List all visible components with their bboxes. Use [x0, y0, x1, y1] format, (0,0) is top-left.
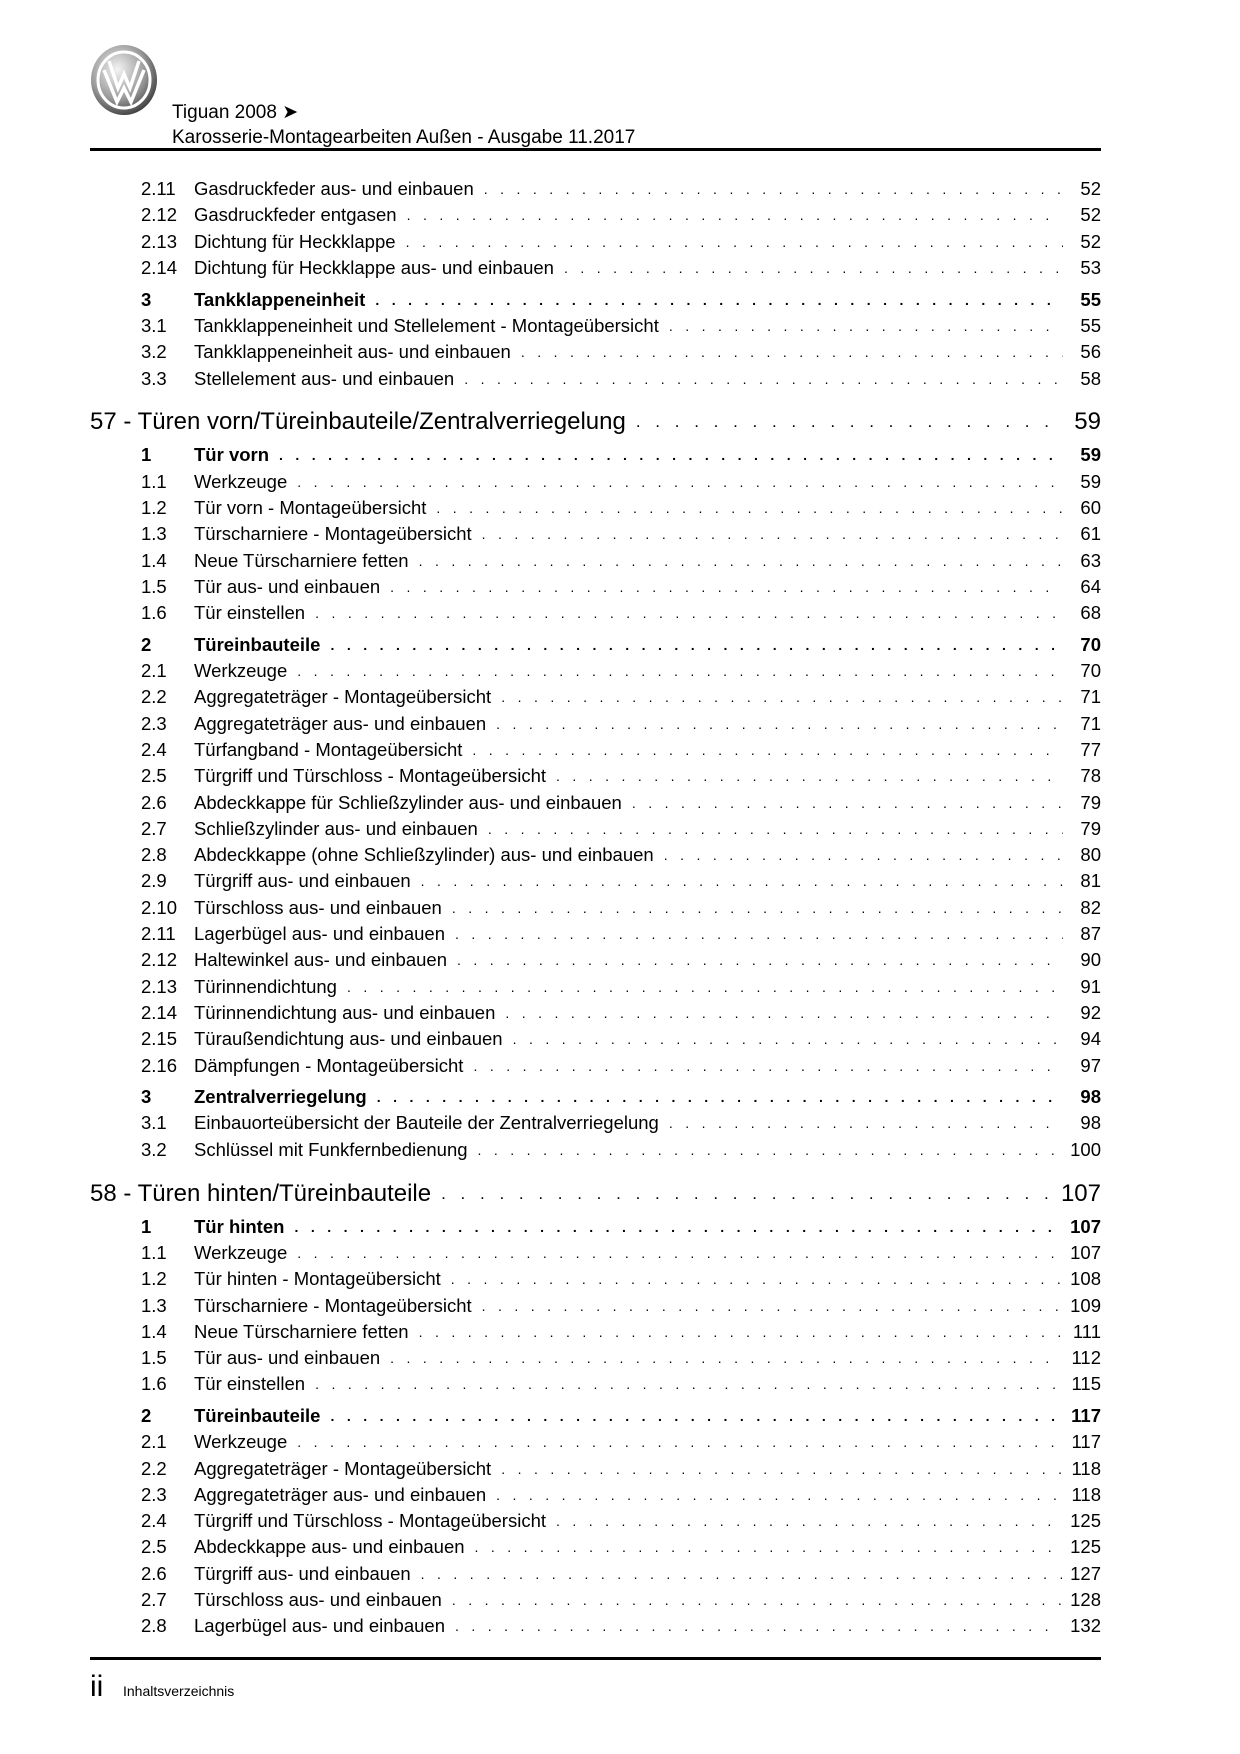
- dot-leader: [406, 234, 1063, 250]
- toc-entry[interactable]: [90, 202, 1101, 228]
- toc-entry-number: 1: [141, 1215, 152, 1237]
- toc-entry-title: Gasdruckfeder entgasen: [194, 204, 397, 226]
- dot-leader: [564, 260, 1063, 276]
- vw-logo: [90, 44, 158, 116]
- toc-entry-number: 2.2: [141, 1457, 167, 1479]
- toc-entry-page: 81: [1080, 870, 1101, 892]
- toc-entry-title: Tür einstellen: [194, 1373, 306, 1395]
- toc-entry-number: 2.14: [141, 257, 178, 279]
- footer-rule: [90, 1657, 1101, 1660]
- toc-entry-page: 61: [1080, 523, 1101, 545]
- toc-entry-title: Türgriff und Türschloss - Montageübersicht: [194, 765, 547, 787]
- toc-entry-page: 111: [1072, 1320, 1101, 1342]
- toc-entry-number: 2.10: [141, 896, 178, 918]
- toc-entry-title: Türaußendichtung aus- und einbauen: [194, 1028, 503, 1050]
- toc-entry-page: 98: [1080, 1112, 1101, 1134]
- toc-entry[interactable]: [90, 974, 1101, 1000]
- toc-entry-title: Tankklappeneinheit: [194, 288, 366, 310]
- toc-entry-title: Abdeckkappe für Schließzylinder aus- und einbauen: [194, 791, 622, 813]
- header-rule: [90, 148, 1101, 151]
- dot-leader: [330, 637, 1063, 653]
- dot-leader: [664, 847, 1063, 863]
- toc-entry[interactable]: [90, 1026, 1101, 1052]
- dot-leader: [473, 1058, 1063, 1074]
- toc-entry[interactable]: [90, 547, 1101, 573]
- toc-entry-page: 63: [1080, 549, 1101, 571]
- toc-entry[interactable]: [90, 1000, 1101, 1026]
- toc-entry-page: 82: [1080, 896, 1101, 918]
- toc-entry-title: Aggregateträger - Montageübersicht: [194, 1457, 492, 1479]
- dot-leader: [455, 926, 1063, 942]
- footer-page-number: ii: [90, 1670, 104, 1703]
- toc-entry-page: 78: [1080, 765, 1101, 787]
- dot-leader: [297, 1245, 1062, 1261]
- toc-entry-title: Aggregateträger aus- und einbauen: [194, 712, 487, 734]
- toc-entry-page: 56: [1080, 341, 1101, 363]
- toc-entry-number: 1.1: [141, 470, 167, 492]
- toc-entry-number: 2.1: [141, 660, 167, 682]
- toc-entry-title: Haltewinkel aus- und einbauen: [194, 949, 448, 971]
- toc-entry-page: 60: [1080, 497, 1101, 518]
- toc-entry[interactable]: [90, 1345, 1101, 1371]
- toc-entry-page: 107: [1070, 1241, 1101, 1263]
- toc-entry[interactable]: [90, 469, 1101, 495]
- toc-entry[interactable]: [90, 365, 1101, 391]
- toc-entry-title: Werkzeuge: [194, 660, 288, 682]
- dot-leader: [478, 1142, 1063, 1158]
- footer-label: Inhaltsverzeichnis: [123, 1683, 235, 1699]
- toc-entry[interactable]: [90, 1613, 1101, 1639]
- toc-entry-number: 1.4: [141, 1320, 167, 1342]
- toc-entry[interactable]: [90, 1371, 1101, 1397]
- toc-entry-number: 2.5: [141, 765, 167, 787]
- toc-entry-number: 3: [141, 288, 152, 310]
- toc-entry[interactable]: [90, 1213, 1101, 1239]
- dot-leader: [669, 318, 1063, 334]
- toc-entry-title: Stellelement aus- und einbauen: [194, 367, 455, 389]
- toc-entry-number: 2.12: [141, 949, 178, 971]
- toc-entry-page: 112: [1071, 1347, 1101, 1369]
- dot-leader: [419, 1324, 1063, 1340]
- toc-entry-page: 70: [1080, 633, 1101, 655]
- toc-entry[interactable]: [90, 737, 1101, 763]
- toc-entry-page: 118: [1071, 1483, 1101, 1505]
- toc-entry-number: 1: [141, 444, 152, 466]
- toc-entry-page: 70: [1080, 660, 1101, 682]
- toc-entry[interactable]: [90, 947, 1101, 973]
- toc-entry-number: 1.1: [141, 1241, 167, 1263]
- toc-entry-title: Türscharniere - Montageübersicht: [194, 523, 472, 545]
- toc-entry-number: 1.2: [141, 497, 167, 518]
- toc-entry-title: Türeinbauteile: [194, 1404, 321, 1426]
- toc-entry[interactable]: [90, 632, 1101, 658]
- toc-entry-number: 3.1: [141, 314, 167, 336]
- toc-entry-number: 2.16: [141, 1054, 178, 1076]
- toc-entry[interactable]: [90, 1429, 1101, 1455]
- toc-entry-title: Abdeckkappe (ohne Schließzylinder) aus- und einbauen: [194, 844, 654, 866]
- toc-entry-number: 1.3: [141, 1294, 167, 1316]
- toc-entry-number: 2.12: [141, 204, 178, 226]
- dot-leader: [297, 474, 1063, 490]
- dot-leader: [521, 344, 1063, 360]
- toc-entry-number: 2.5: [141, 1536, 167, 1558]
- toc-entry-title: 57 - Türen vorn/Türeinbauteile/Zentralverriegelung: [90, 408, 626, 436]
- dot-leader: [441, 1184, 1053, 1204]
- toc-entry[interactable]: [90, 842, 1101, 868]
- toc-entry-number: 1.6: [141, 1373, 167, 1395]
- toc-entry-number: 3: [141, 1086, 152, 1108]
- toc-entry[interactable]: [90, 1587, 1101, 1613]
- toc-entry[interactable]: [90, 1482, 1101, 1508]
- dot-leader: [421, 1566, 1062, 1582]
- toc-entry[interactable]: [90, 229, 1101, 255]
- toc-entry-title: Tür aus- und einbauen: [194, 1347, 381, 1369]
- toc-entry[interactable]: [90, 895, 1101, 921]
- toc-entry[interactable]: [90, 868, 1101, 894]
- toc-entry-page: 71: [1080, 686, 1101, 708]
- toc-entry-title: Tür vorn - Montageübersicht: [194, 497, 427, 518]
- dot-leader: [297, 1434, 1063, 1450]
- toc-entry[interactable]: [90, 1137, 1101, 1163]
- toc-entry-title: Tankklappeneinheit und Stellelement - Montageübersicht: [194, 314, 659, 336]
- toc-entry-page: 125: [1070, 1536, 1101, 1558]
- dot-leader: [513, 1031, 1063, 1047]
- dot-leader: [556, 768, 1063, 784]
- dot-leader: [484, 181, 1063, 197]
- toc-entry-title: Tür einstellen: [194, 602, 306, 624]
- toc-entry-title: Türinnendichtung: [194, 975, 337, 997]
- toc-entry-page: 59: [1074, 408, 1101, 436]
- dot-leader: [501, 1461, 1063, 1477]
- toc-entry-title: Neue Türscharniere fetten: [194, 549, 409, 571]
- toc-entry-page: 90: [1080, 949, 1101, 971]
- dot-leader: [294, 1219, 1062, 1235]
- toc-entry[interactable]: [90, 1455, 1101, 1481]
- toc-entry[interactable]: [90, 255, 1101, 281]
- dot-leader: [330, 1408, 1063, 1424]
- toc-entry-page: 117: [1071, 1431, 1101, 1453]
- toc-entry-title: Tür hinten - Montageübersicht: [194, 1268, 441, 1290]
- toc-entry-number: 2.11: [141, 178, 176, 200]
- toc-entry-page: 68: [1080, 602, 1101, 624]
- toc-chapter[interactable]: [90, 1179, 1101, 1208]
- dot-leader: [556, 1513, 1062, 1529]
- dot-leader: [488, 821, 1063, 837]
- toc-entry-number: 2.4: [141, 1510, 167, 1532]
- dot-leader: [501, 689, 1063, 705]
- toc-entry-title: Türschloss aus- und einbauen: [194, 896, 442, 918]
- toc-entry-title: Türgriff und Türschloss - Montageübersicht: [194, 1510, 547, 1532]
- toc-entry-page: 52: [1080, 204, 1101, 226]
- toc-entry-number: 2.7: [141, 817, 167, 839]
- toc-entry-title: Gasdruckfeder aus- und einbauen: [194, 178, 474, 200]
- toc-entry-title: Werkzeuge: [194, 1431, 288, 1453]
- toc-entry[interactable]: [90, 442, 1101, 468]
- dot-leader: [452, 1592, 1062, 1608]
- toc-entry-number: 2.15: [141, 1028, 178, 1050]
- toc-entry-page: 98: [1080, 1086, 1101, 1108]
- toc-entry-page: 55: [1080, 288, 1101, 310]
- header-manual-title: Karosserie-Montagearbeiten Außen - Ausgabe 11.2017: [172, 127, 636, 148]
- toc-entry-title: Tür hinten: [194, 1215, 285, 1237]
- dot-leader: [377, 1089, 1063, 1105]
- toc-entry-number: 1.2: [141, 1268, 167, 1290]
- toc-entry-page: 109: [1070, 1294, 1101, 1316]
- toc-entry-title: Türschloss aus- und einbauen: [194, 1589, 442, 1611]
- toc-entry[interactable]: [90, 1561, 1101, 1587]
- toc-entry[interactable]: [90, 1403, 1101, 1429]
- dot-leader: [375, 292, 1063, 308]
- dot-leader: [632, 795, 1063, 811]
- toc-chapter[interactable]: [90, 408, 1101, 437]
- toc-entry-page: 118: [1071, 1457, 1101, 1479]
- dot-leader: [421, 873, 1063, 889]
- toc-entry[interactable]: [90, 658, 1101, 684]
- dot-leader: [455, 1618, 1062, 1634]
- toc-entry-number: 1.5: [141, 575, 167, 597]
- dot-leader: [636, 412, 1063, 432]
- toc-entry-page: 128: [1070, 1589, 1101, 1611]
- toc-entry-page: 87: [1080, 923, 1101, 945]
- toc-entry-title: Dichtung für Heckklappe aus- und einbauen: [194, 257, 554, 279]
- toc-entry-number: 1.5: [141, 1347, 167, 1369]
- toc-entry[interactable]: [90, 313, 1101, 339]
- toc-entry-page: 107: [1060, 1179, 1101, 1207]
- dot-leader: [297, 663, 1063, 679]
- toc-entry-page: 92: [1080, 1001, 1101, 1023]
- toc-entry-number: 2.1: [141, 1431, 167, 1453]
- toc-entry-number: 2.3: [141, 1483, 167, 1505]
- dot-leader: [315, 1376, 1063, 1392]
- toc-entry-number: 2.6: [141, 1562, 167, 1584]
- toc-entry-number: 2.8: [141, 844, 167, 866]
- toc-entry-title: Werkzeuge: [194, 1241, 288, 1263]
- toc-entry-number: 1.4: [141, 549, 167, 571]
- toc-entry-title: Tür vorn: [194, 444, 270, 466]
- toc-entry-title: Einbauorteübersicht der Bauteile der Zentralverriegelung: [194, 1112, 659, 1134]
- toc-entry-page: 58: [1080, 367, 1101, 389]
- dot-leader: [457, 952, 1063, 968]
- toc-entry-number: 2.9: [141, 870, 167, 892]
- toc-entry-number: 2.2: [141, 686, 167, 708]
- toc-entry[interactable]: [90, 1052, 1101, 1078]
- toc-entry-number: 2.4: [141, 738, 167, 760]
- toc-entry-page: 59: [1080, 444, 1101, 466]
- toc-entry-page: 77: [1080, 738, 1101, 760]
- toc-entry-page: 55: [1080, 314, 1101, 336]
- toc-entry-number: 1.6: [141, 602, 167, 624]
- toc-entry-page: 80: [1080, 844, 1101, 866]
- table-of-contents: [90, 176, 1101, 1640]
- toc-entry[interactable]: [90, 763, 1101, 789]
- toc-entry-title: Türinnendichtung aus- und einbauen: [194, 1001, 496, 1023]
- toc-entry-title: Türgriff aus- und einbauen: [194, 1562, 411, 1584]
- toc-entry-title: Tür aus- und einbauen: [194, 575, 381, 597]
- dot-leader: [496, 716, 1063, 732]
- toc-entry[interactable]: [90, 495, 1101, 521]
- toc-entry-page: 127: [1070, 1562, 1101, 1584]
- dot-leader: [505, 1005, 1063, 1021]
- dot-leader: [390, 1350, 1063, 1366]
- toc-entry-number: 3.3: [141, 367, 167, 389]
- toc-entry-title: 58 - Türen hinten/Türeinbauteile: [90, 1179, 432, 1207]
- toc-entry[interactable]: [90, 600, 1101, 626]
- toc-entry-title: Tankklappeneinheit aus- und einbauen: [194, 341, 511, 363]
- dot-leader: [475, 1539, 1063, 1555]
- toc-entry-page: 79: [1080, 817, 1101, 839]
- dot-leader: [390, 579, 1063, 595]
- toc-entry[interactable]: [90, 1534, 1101, 1560]
- dot-leader: [451, 1271, 1062, 1287]
- toc-entry[interactable]: [90, 921, 1101, 947]
- dot-leader: [669, 1115, 1063, 1131]
- toc-entry-title: Abdeckkappe aus- und einbauen: [194, 1536, 465, 1558]
- toc-entry-number: 3.2: [141, 341, 167, 363]
- toc-entry-title: Lagerbügel aus- und einbauen: [194, 923, 445, 945]
- toc-entry-title: Türfangband - Montageübersicht: [194, 738, 463, 760]
- toc-entry-page: 132: [1070, 1615, 1101, 1637]
- toc-entry-number: 2: [141, 633, 152, 655]
- toc-entry-number: 2.11: [141, 923, 176, 945]
- toc-entry-number: 2.7: [141, 1589, 167, 1611]
- toc-entry-title: Türgriff aus- und einbauen: [194, 870, 411, 892]
- toc-entry[interactable]: [90, 1319, 1101, 1345]
- toc-entry[interactable]: [90, 684, 1101, 710]
- toc-entry-number: 2.8: [141, 1615, 167, 1637]
- toc-entry-number: 3.1: [141, 1112, 167, 1134]
- toc-entry[interactable]: [90, 1110, 1101, 1136]
- toc-entry-number: 2.14: [141, 1001, 178, 1023]
- dot-leader: [452, 900, 1063, 916]
- toc-entry-title: Schließzylinder aus- und einbauen: [194, 817, 478, 839]
- toc-entry[interactable]: [90, 1084, 1101, 1110]
- toc-entry-title: Werkzeuge: [194, 470, 288, 492]
- toc-entry-number: 2.13: [141, 975, 178, 997]
- toc-entry-page: 53: [1080, 257, 1101, 279]
- toc-entry-page: 59: [1080, 470, 1101, 492]
- toc-entry-number: 2.6: [141, 791, 167, 813]
- toc-entry[interactable]: [90, 1508, 1101, 1534]
- toc-entry-page: 107: [1070, 1215, 1101, 1237]
- dot-leader: [347, 979, 1063, 995]
- toc-entry[interactable]: [90, 339, 1101, 365]
- toc-entry-title: Dichtung für Heckklappe: [194, 230, 396, 252]
- toc-entry-number: 3.2: [141, 1138, 167, 1160]
- dot-leader: [436, 500, 1063, 516]
- toc-entry-number: 2: [141, 1404, 152, 1426]
- toc-entry-page: 97: [1080, 1054, 1101, 1076]
- dot-leader: [496, 1487, 1063, 1503]
- toc-entry-page: 91: [1080, 975, 1101, 997]
- toc-entry-number: 1.3: [141, 523, 167, 545]
- toc-entry[interactable]: [90, 1240, 1101, 1266]
- toc-entry[interactable]: [90, 286, 1101, 312]
- toc-entry-page: 52: [1080, 178, 1101, 200]
- toc-entry-page: 79: [1080, 791, 1101, 813]
- toc-entry-number: 2.3: [141, 712, 167, 734]
- toc-entry-page: 64: [1080, 575, 1101, 597]
- dot-leader: [315, 605, 1063, 621]
- toc-entry[interactable]: [90, 521, 1101, 547]
- toc-entry-page: 125: [1070, 1510, 1101, 1532]
- toc-entry-title: Aggregateträger aus- und einbauen: [194, 1483, 487, 1505]
- toc-entry-title: Türeinbauteile: [194, 633, 321, 655]
- toc-entry[interactable]: [90, 789, 1101, 815]
- dot-leader: [472, 742, 1063, 758]
- toc-entry[interactable]: [90, 816, 1101, 842]
- dot-leader: [482, 1298, 1062, 1314]
- toc-entry-page: 108: [1070, 1268, 1101, 1290]
- toc-entry-number: 2.13: [141, 230, 178, 252]
- toc-entry-title: Aggregateträger - Montageübersicht: [194, 686, 492, 708]
- dot-leader: [482, 526, 1063, 542]
- dot-leader: [279, 447, 1063, 463]
- dot-leader: [407, 207, 1063, 223]
- toc-entry-page: 94: [1080, 1028, 1101, 1050]
- header-model: Tiguan 2008 ➤: [172, 102, 299, 123]
- toc-entry-page: 117: [1071, 1404, 1101, 1426]
- toc-entry[interactable]: [90, 711, 1101, 737]
- toc-entry-title: Schlüssel mit Funkfernbedienung: [194, 1138, 468, 1160]
- toc-entry-page: 71: [1080, 712, 1101, 734]
- toc-entry-title: Zentralverriegelung: [194, 1086, 367, 1108]
- toc-entry[interactable]: [90, 1292, 1101, 1318]
- toc-entry-title: Türscharniere - Montageübersicht: [194, 1294, 472, 1316]
- toc-entry-title: Lagerbügel aus- und einbauen: [194, 1615, 445, 1637]
- toc-entry-page: 100: [1070, 1138, 1101, 1160]
- toc-entry-page: 115: [1071, 1373, 1101, 1395]
- dot-leader: [419, 553, 1063, 569]
- toc-entry[interactable]: [90, 176, 1101, 202]
- toc-entry[interactable]: [90, 1266, 1101, 1292]
- toc-entry-title: Dämpfungen - Montageübersicht: [194, 1054, 464, 1076]
- toc-entry-title: Neue Türscharniere fetten: [194, 1320, 409, 1342]
- dot-leader: [464, 371, 1063, 387]
- toc-entry[interactable]: [90, 574, 1101, 600]
- toc-entry-page: 52: [1080, 230, 1101, 252]
